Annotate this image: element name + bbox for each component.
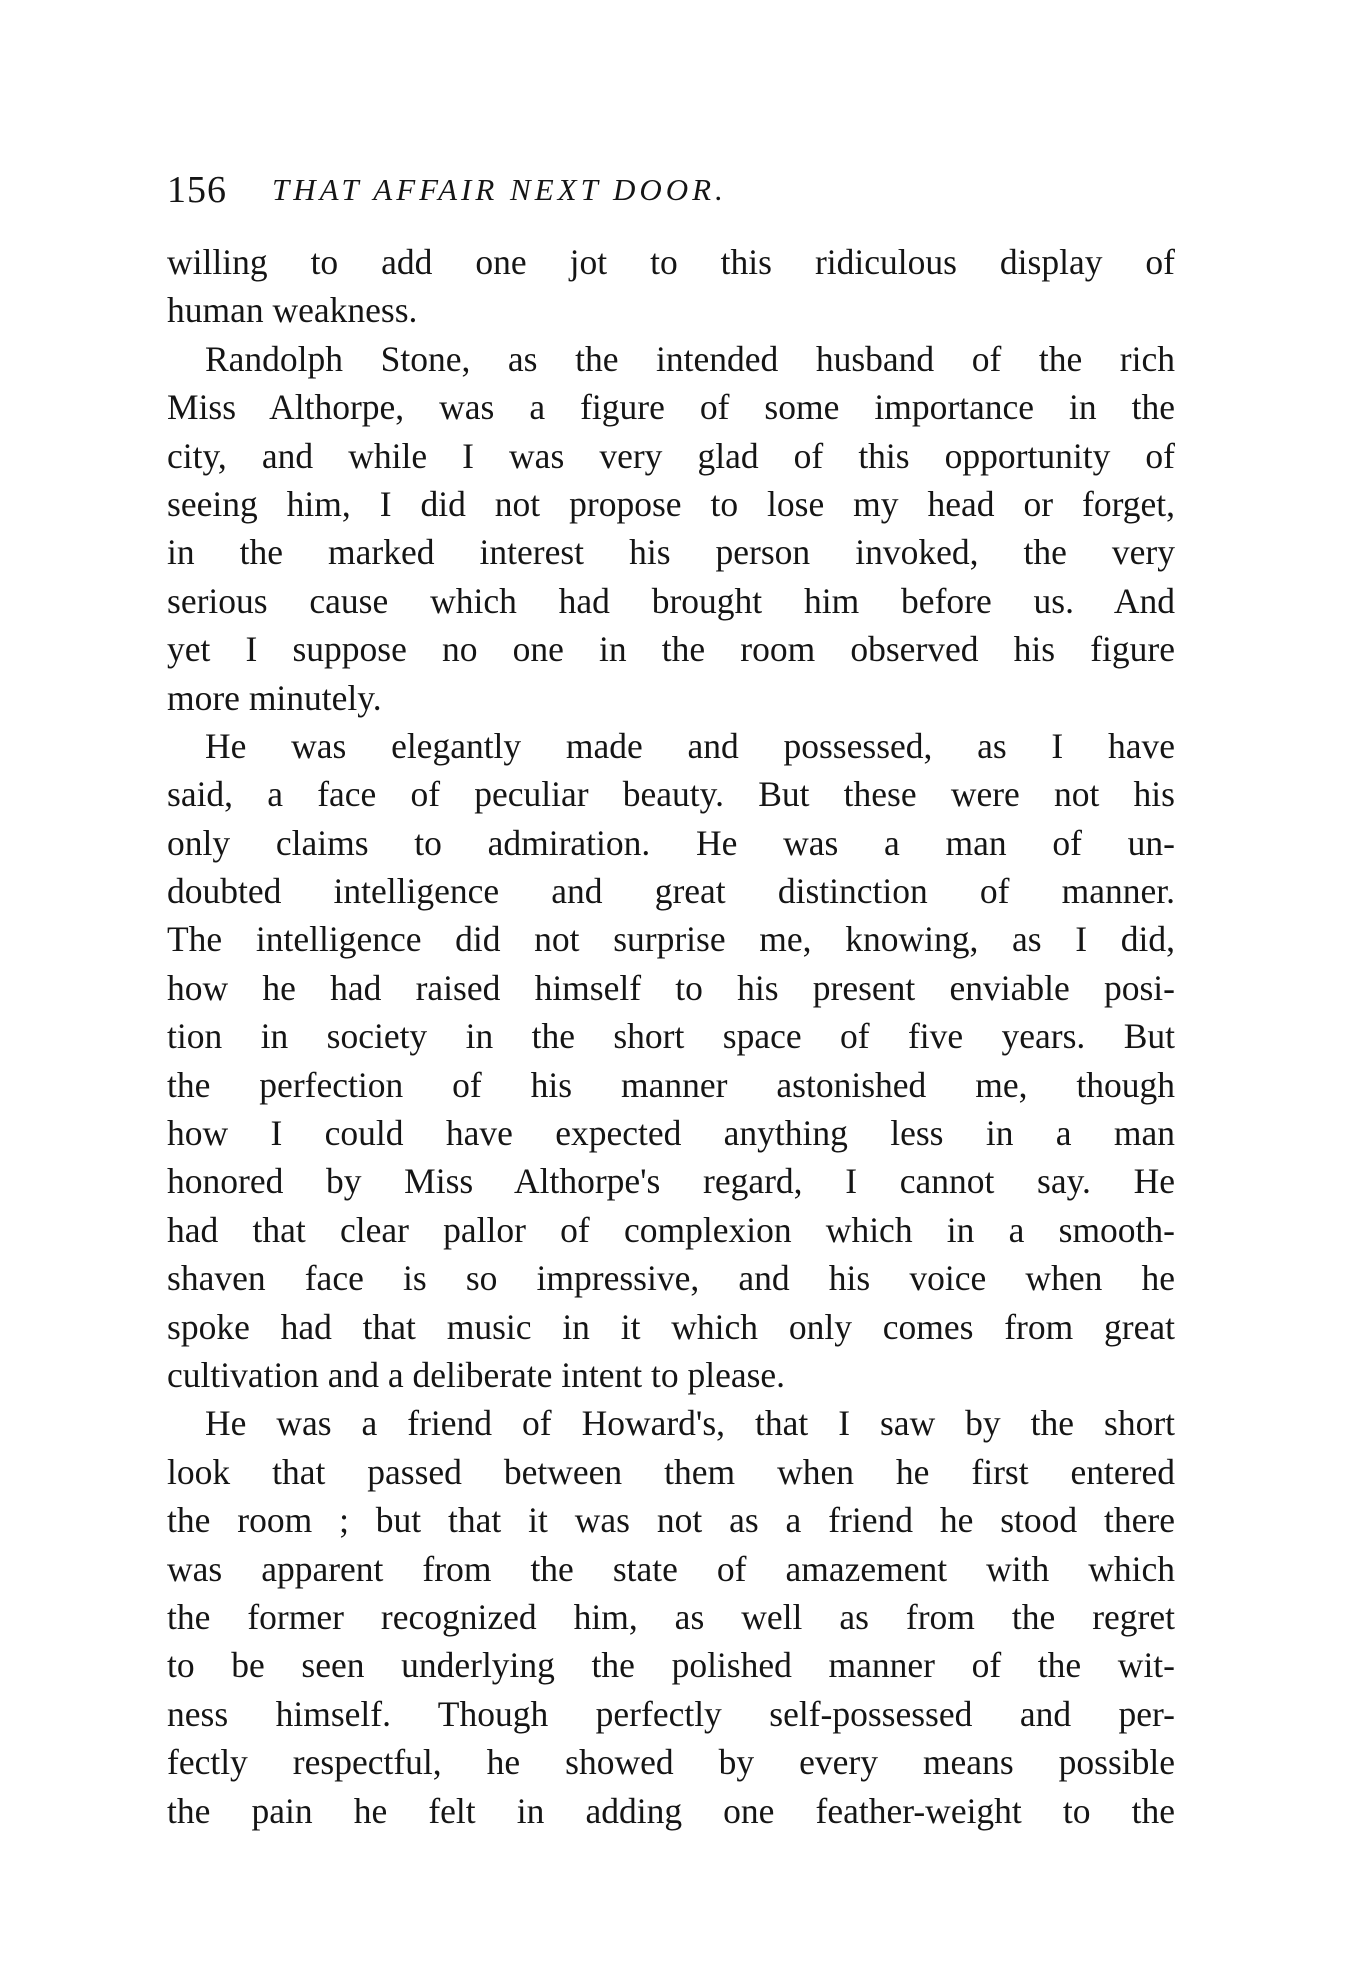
text-line: was apparent from the state of amazement with which <box>167 1548 1175 1589</box>
text-line: He was elegantly made and possessed, as I have <box>205 725 1175 766</box>
text-line: fectly respectful, he showed by every means possible <box>167 1742 1175 1783</box>
text-line: the room ; but that it was not as a friend he stood there <box>167 1500 1175 1541</box>
text-line: the former recognized him, as well as from the regret <box>167 1596 1175 1637</box>
text-line: serious cause which had brought him before us. And <box>167 580 1175 621</box>
text-line: He was a friend of Howard's, that I saw by the short <box>205 1403 1175 1444</box>
text-line: seeing him, I did not propose to lose my head or forget, <box>167 483 1175 524</box>
text-line: Randolph Stone, as the intended husband of the rich <box>205 338 1175 379</box>
text-line: honored by Miss Althorpe's regard, I cannot say. He <box>167 1161 1175 1202</box>
text-line: said, a face of peculiar beauty. But these were not his <box>167 774 1175 815</box>
text-line: in the marked interest his person invoked, the very <box>167 532 1175 573</box>
text-line: spoke had that music in it which only comes from great <box>167 1306 1175 1347</box>
text-line: doubted intelligence and great distinction of manner. <box>167 871 1175 912</box>
body-text <box>167 238 1175 1835</box>
text-line: Miss Althorpe, was a figure of some importance in the <box>167 387 1175 428</box>
text-line: ness himself. Though perfectly self-possessed and per- <box>167 1693 1175 1734</box>
text-line: cultivation and a deliberate intent to please. <box>167 1354 786 1395</box>
text-line: look that passed between them when he first entered <box>167 1451 1175 1492</box>
text-line: more minutely. <box>167 677 382 718</box>
text-line: how he had raised himself to his present enviable posi- <box>167 967 1175 1008</box>
page-header <box>167 168 1175 218</box>
text-line: yet I suppose no one in the room observed his figure <box>167 629 1175 670</box>
text-line: only claims to admiration. He was a man of un- <box>167 822 1175 863</box>
text-line: shaven face is so impressive, and his voice when he <box>167 1258 1175 1299</box>
text-line: The intelligence did not surprise me, knowing, as I did, <box>167 919 1175 960</box>
page-number: 156 <box>167 169 227 211</box>
text-line: willing to add one jot to this ridiculous display of <box>167 242 1175 282</box>
text-line: city, and while I was very glad of this opportunity of <box>167 435 1175 476</box>
text-line: tion in society in the short space of five years. But <box>167 1016 1175 1057</box>
text-line: how I could have expected anything less in a man <box>167 1113 1175 1154</box>
text-line: the perfection of his manner astonished me, though <box>167 1064 1175 1105</box>
text-line: had that clear pallor of complexion which in a smooth- <box>167 1209 1175 1250</box>
text-line: to be seen underlying the polished manner of the wit- <box>167 1645 1175 1686</box>
running-head: THAT AFFAIR NEXT DOOR. <box>272 172 727 207</box>
text-line: the pain he felt in adding one feather-weight to the <box>167 1790 1175 1831</box>
text-line: human weakness. <box>167 290 418 331</box>
